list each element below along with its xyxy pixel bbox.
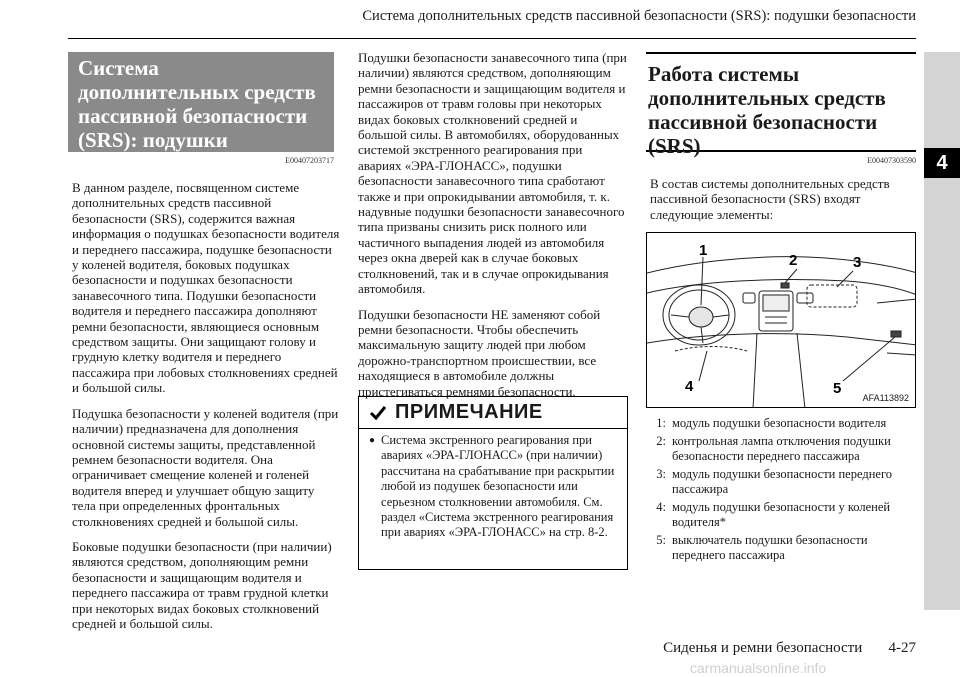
section-code-right: E00407303590 [867, 156, 916, 165]
header-rule [68, 38, 916, 39]
legend-item [646, 416, 916, 431]
note-body [359, 429, 627, 541]
note-title: ПРИМЕЧАНИЕ [395, 401, 543, 423]
legend-num: 4: [656, 500, 666, 514]
paragraph: Подушка безопасности у коленей водителя (при наличии) предназначена для дополнения основной системы защиты, представленной ремнем безопасности водителя. Она ограничивает смещение коленей и голеней водителя вперед и улучшает общую защиту тела при определенных фронтальных столкновениях средней и большой силы. [72, 405, 339, 529]
legend-num: 1: [656, 416, 666, 430]
section-title-srs: Система дополнительных средств пассивной безопасности (SRS): подушки безопасности [68, 52, 334, 152]
figure-legend [646, 416, 916, 566]
legend-item [646, 533, 916, 563]
legend-item [646, 467, 916, 497]
legend-text: модуль подушки безопасности у коленей водителя* [672, 500, 891, 529]
legend-text: выключатель подушки безопасности переднего пассажира [672, 533, 868, 562]
watermark: carmanualsonline.info [690, 660, 827, 676]
note-text: Система экстренного реагирования при авариях «ЭРА-ГЛОНАСС» (при наличии) рассчитана на срабатывание при раскрытии любой из подушек безопасности или серьезном столкновении автомобиля. См. раздел «Система экстренного реагирования при авариях «ЭРА-ГЛОНАСС» на стр. 8-2. [381, 433, 615, 540]
legend-item [646, 434, 916, 464]
callout-3: 3 [853, 254, 862, 271]
legend-item [646, 500, 916, 530]
checkmark-icon [369, 404, 387, 422]
note-header [359, 397, 627, 429]
callout-4: 4 [685, 378, 694, 395]
legend-text: модуль подушки безопасности переднего пассажира [672, 467, 893, 496]
callout-2: 2 [789, 252, 798, 269]
bullet-icon: ● [369, 435, 376, 446]
paragraph: Подушки безопасности занавесочного типа (при наличии) являются средством, дополняющим ремни безопасности и защищающим водителя и пассажиров от травм головы при некоторых видах боковых столкновений средней и большой силы. В автомобилях, оборудованных системой экстренного реагирования при авариях «ЭРА-ГЛОНАСС», подушки безопасности занавесочного типа сработают также и при опрокидывании автомобиля, т. к. надувные подушки безопасности занавесочного типа призваны снизить риск полного или частичного выпадения людей из автомобиля через окна дверей как в случае боковых столкновений, так и в случае опрокидывания автомобиля. [358, 50, 627, 297]
note-box [358, 396, 628, 570]
page-footer [600, 640, 916, 657]
right-intro: В состав системы дополнительных средств пассивной безопасности (SRS) входят следующие элементы: [650, 176, 890, 222]
left-column-text [72, 180, 340, 641]
legend-num: 3: [656, 467, 666, 481]
paragraph: Подушки безопасности НЕ заменяют собой ремни безопасности. Чтобы обеспечить максимальную защиту людей при любом дорожно-транспортном происшествии, все находящиеся в автомобиле должны пристегиваться ремнями безопасности. [358, 306, 601, 399]
figure-code: AFA113892 [862, 393, 909, 403]
chapter-tab-bar [924, 52, 960, 610]
dashboard-illustration [647, 233, 916, 408]
page-number: 4-27 [888, 640, 916, 656]
callout-5: 5 [833, 380, 842, 397]
paragraph: Боковые подушки безопасности (при наличии) являются средством, дополняющим ремни безопасности и защищающим водителя и переднего пассажира от травм грудной клетки при некоторых видах боковых столкновений средней и большой силы. [72, 538, 332, 631]
legend-text: контрольная лампа отключения подушки безопасности переднего пассажира [672, 434, 891, 463]
paragraph: В данном разделе, посвященном системе дополнительных средств пассивной безопасности (SRS), содержится важная информация о подушках безопасности водителя и переднего пассажира, подушке безопасности у коленей водителя, боковых подушках безопасности и подушках безопасности занавесочного типа. Подушки безопасности водителя и переднего пассажира дополняют ремни безопасности, являющиеся основным средством защиты. Они защищают голову и грудную клетку водителя и переднего пассажира при лобовых столкновениях средней и большой силы. [72, 180, 340, 396]
legend-num: 2: [656, 434, 666, 448]
callout-1: 1 [699, 242, 708, 259]
footer-section: Сиденья и ремни безопасности [663, 640, 863, 656]
running-header: Система дополнительных средств пассивной безопасности (SRS): подушки безопасности [362, 8, 916, 24]
section-title-operation: Работа системы дополнительных средств пассивной безопасности (SRS) [646, 52, 916, 152]
dashboard-airbag-figure [646, 232, 916, 408]
legend-text: модуль подушки безопасности водителя [672, 416, 887, 430]
chapter-tab-number: 4 [924, 148, 960, 178]
middle-column-text [358, 50, 628, 409]
legend-num: 5: [656, 533, 666, 547]
section-code-left: E00407203717 [285, 156, 334, 165]
